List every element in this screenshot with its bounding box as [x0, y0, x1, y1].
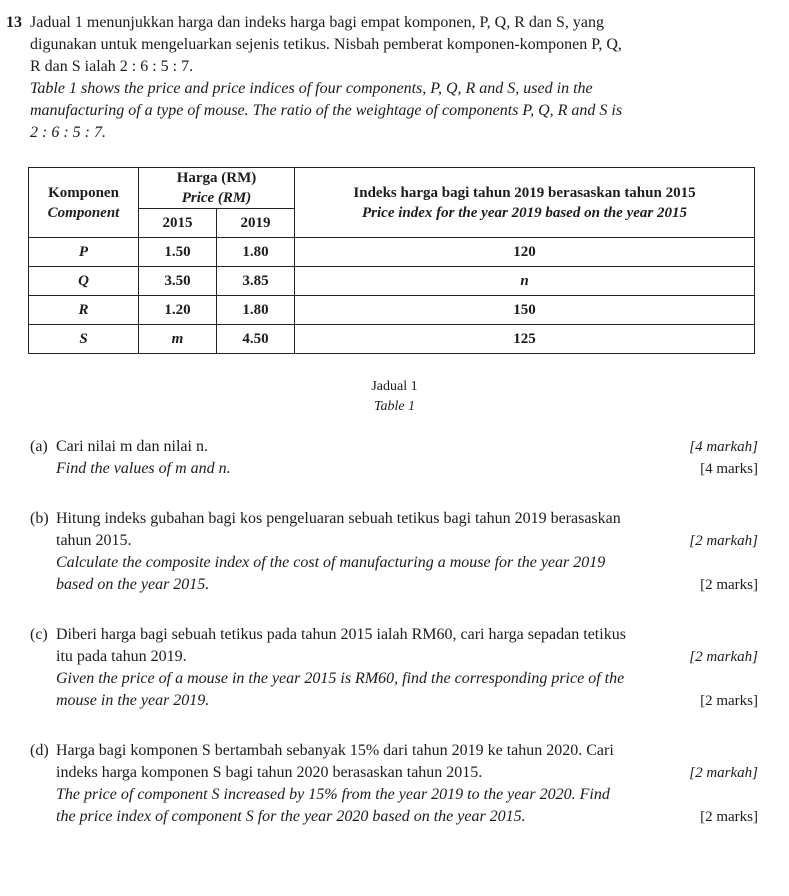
part-ms-line: Cari nilai m dan nilai n. [56, 438, 208, 455]
part-ms-line: Hitung indeks gubahan bagi kos pengeluaran sebuah tetikus bagi tahun 2019 berasaskan [56, 510, 621, 527]
part-en-line: Calculate the composite index of the cost of manufacturing a mouse for the year 2019 [56, 554, 606, 571]
question-number: 13 [6, 14, 22, 31]
table-header-row [29, 168, 755, 209]
part-label: (b) [30, 510, 49, 527]
cell-price-2015: 1.50 [139, 238, 217, 267]
part-ms-line: indeks harga komponen S bagi tahun 2020 berasaskan tahun 2015. [56, 764, 483, 781]
part-en-line: based on the year 2015. [56, 576, 210, 593]
cell-price-2015: 3.50 [139, 267, 217, 296]
part-ms-line: Diberi harga bagi sebuah tetikus pada tahun 2015 ialah RM60, cari harga sepadan tetikus [56, 626, 626, 643]
header-price: Harga (RM) Price (RM) [139, 168, 295, 209]
table-row [29, 296, 755, 325]
marks-en: [2 marks] [700, 577, 758, 593]
header-index: Indeks harga bagi tahun 2019 berasaskan tahun 2015 Price index for the year 2019 based on the year 2015 [295, 168, 755, 238]
part-en-line: mouse in the year 2019. [56, 692, 210, 709]
table-row [29, 325, 755, 354]
table-caption-ms: Jadual 1 [371, 379, 418, 394]
cell-index: 125 [295, 325, 755, 354]
question-intro [30, 12, 765, 144]
marks-en: [2 marks] [700, 693, 758, 709]
part-a [30, 436, 758, 480]
cell-component: P [29, 238, 139, 267]
table-row [29, 267, 755, 296]
header-component: Komponen Component [29, 168, 139, 238]
cell-component: Q [29, 267, 139, 296]
marks-en: [4 marks] [700, 461, 758, 477]
part-en-line: the price index of component S for the year 2020 based on the year 2015. [56, 808, 526, 825]
marks-en: [2 marks] [700, 809, 758, 825]
intro-ms-line: digunakan untuk mengeluarkan sejenis tetikus. Nisbah pemberat komponen-komponen P, Q, [30, 36, 622, 53]
marks-ms: [2 markah] [689, 649, 758, 665]
part-ms-line: itu pada tahun 2019. [56, 648, 187, 665]
part-label: (d) [30, 742, 49, 759]
marks-ms: [2 markah] [689, 533, 758, 549]
price-index-table [28, 167, 755, 354]
intro-en-line: manufacturing of a type of mouse. The ratio of the weightage of components P, Q, R and S is [30, 102, 623, 119]
part-b [30, 508, 758, 596]
cell-index: 120 [295, 238, 755, 267]
cell-index: n [295, 267, 755, 296]
cell-price-2019: 3.85 [217, 267, 295, 296]
part-label: (a) [30, 438, 48, 455]
cell-price-2019: 1.80 [217, 238, 295, 267]
intro-ms-line: R dan S ialah 2 : 6 : 5 : 7. [30, 58, 194, 75]
part-en-line: Given the price of a mouse in the year 2015 is RM60, find the corresponding price of the [56, 670, 625, 687]
part-en-line: The price of component S increased by 15% from the year 2019 to the year 2020. Find [56, 786, 610, 803]
part-d [30, 740, 758, 828]
cell-index: 150 [295, 296, 755, 325]
cell-price-2019: 4.50 [217, 325, 295, 354]
part-ms-line: tahun 2015. [56, 532, 132, 549]
cell-component: S [29, 325, 139, 354]
cell-component: R [29, 296, 139, 325]
part-label: (c) [30, 626, 48, 643]
header-year-2015: 2015 [139, 209, 217, 238]
part-c [30, 624, 758, 712]
part-ms-line: Harga bagi komponen S bertambah sebanyak 15% dari tahun 2019 ke tahun 2020. Cari [56, 742, 614, 759]
intro-ms-line: Jadual 1 menunjukkan harga dan indeks harga bagi empat komponen, P, Q, R dan S, yang [30, 14, 604, 31]
intro-en-line: Table 1 shows the price and price indices of four components, P, Q, R and S, used in the [30, 80, 593, 97]
marks-ms: [2 markah] [689, 765, 758, 781]
cell-price-2015: 1.20 [139, 296, 217, 325]
part-en-line: Find the values of m and n. [56, 460, 231, 477]
marks-ms: [4 markah] [689, 439, 758, 455]
table-row [29, 238, 755, 267]
cell-price-2015: m [139, 325, 217, 354]
header-year-2019: 2019 [217, 209, 295, 238]
table-caption-en: Table 1 [373, 399, 416, 414]
cell-price-2019: 1.80 [217, 296, 295, 325]
intro-en-line: 2 : 6 : 5 : 7. [30, 124, 106, 141]
